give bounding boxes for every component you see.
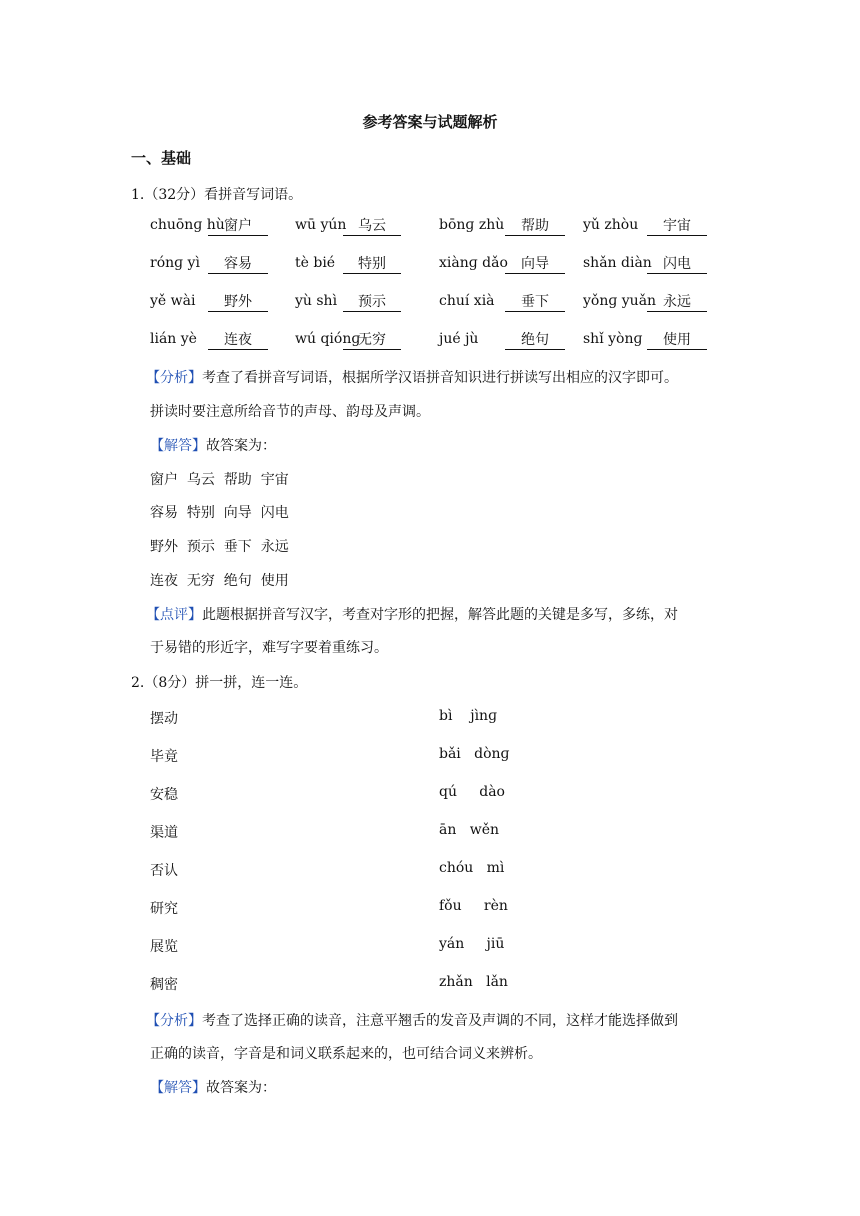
match-word: 稠密 [150, 977, 178, 993]
match-word: 渠道 [150, 825, 178, 841]
pinyin-prompt: yǒnɡ yuǎn [583, 293, 657, 309]
match-pinyin: ān wěn [439, 822, 499, 838]
q2-answer [150, 1077, 276, 1097]
answer-tag: 【解答】 [150, 1080, 206, 1096]
answer-blank: 闪电 [647, 255, 707, 274]
answer-blank: 容易 [208, 255, 268, 274]
comment-tag: 【点评】 [146, 607, 202, 623]
pinyin-prompt: wú qiónɡ [295, 331, 361, 347]
pinyin-prompt: chuí xià [439, 293, 495, 309]
answer-line: 容易 特别 向导 闪电 [150, 505, 289, 521]
q1-comment [146, 604, 746, 624]
match-word: 摆动 [150, 711, 178, 727]
comment-text: 此题根据拼音写汉字，考查对字形的把握，解答此题的关键是多写，多练，对 [202, 607, 678, 623]
q1-answer [150, 435, 276, 455]
answer-blank: 宇宙 [647, 217, 707, 236]
match-pinyin: zhǎn lǎn [439, 974, 508, 990]
match-pinyin: qú dào [439, 784, 505, 800]
match-pinyin: bì jìnɡ [439, 708, 498, 724]
answer-blank: 绝句 [505, 331, 565, 350]
match-word: 研究 [150, 901, 178, 917]
answer-line: 连夜 无穷 绝句 使用 [150, 573, 289, 589]
answer-line: 野外 预示 垂下 永远 [150, 539, 289, 555]
analysis-tag: 【分析】 [146, 370, 202, 386]
answer-blank: 无穷 [343, 331, 401, 350]
section-heading: 一、基础 [131, 149, 192, 167]
match-word: 安稳 [150, 787, 178, 803]
answer-blank: 使用 [647, 331, 707, 350]
answer-blank: 帮助 [505, 217, 565, 236]
answer-blank: 乌云 [343, 217, 401, 236]
q1-comment-cont: 于易错的形近字，难写字要着重练习。 [150, 640, 388, 656]
pinyin-prompt: yù shì [295, 293, 338, 309]
analysis-text: 考查了看拼音写词语，根据所学汉语拼音知识进行拼读写出相应的汉字即可。 [202, 370, 678, 386]
match-pinyin: yán jiū [439, 936, 505, 952]
pinyin-prompt: jué jù [439, 331, 479, 347]
answer-blank: 连夜 [208, 331, 268, 350]
match-pinyin: bǎi dònɡ [439, 746, 510, 762]
answer-blank: 窗户 [208, 217, 268, 236]
pinyin-row [150, 293, 750, 313]
answer-blank: 预示 [343, 293, 401, 312]
answer-tag: 【解答】 [150, 438, 206, 454]
pinyin-prompt: shǐ yònɡ [583, 331, 643, 347]
q1-analysis [146, 367, 746, 387]
answer-blank: 野外 [208, 293, 268, 312]
pinyin-prompt: bōnɡ zhù [439, 217, 505, 233]
pinyin-prompt: lián yè [150, 331, 197, 347]
q2-analysis-cont: 正确的读音，字音是和词义联系起来的，也可结合词义来辨析。 [150, 1046, 542, 1062]
page-title: 参考答案与试题解析 [362, 113, 498, 131]
pinyin-row [150, 217, 750, 237]
answer-blank: 特别 [343, 255, 401, 274]
pinyin-prompt: tè bié [295, 255, 336, 271]
match-pinyin: chóu mì [439, 860, 505, 876]
pinyin-prompt: chuōnɡ hù [150, 217, 225, 233]
pinyin-prompt: shǎn diàn [583, 255, 652, 271]
analysis-tag: 【分析】 [146, 1013, 202, 1029]
match-pinyin: fǒu rèn [439, 898, 508, 914]
q2-analysis [146, 1010, 746, 1030]
match-word: 毕竟 [150, 749, 178, 765]
pinyin-prompt: yě wài [150, 293, 196, 309]
answer-intro: 故答案为： [206, 1080, 276, 1096]
analysis-text: 考查了选择正确的读音，注意平翘舌的发音及声调的不同，这样才能选择做到 [202, 1013, 678, 1029]
answer-blank: 向导 [505, 255, 565, 274]
question-1-header: 1.（32分）看拼音写词语。 [131, 187, 303, 203]
pinyin-prompt: wū yún [295, 217, 347, 233]
answer-intro: 故答案为： [206, 438, 276, 454]
pinyin-prompt: xiànɡ dǎo [439, 255, 508, 271]
q1-analysis-cont: 拼读时要注意所给音节的声母、韵母及声调。 [150, 404, 430, 420]
answer-line: 窗户 乌云 帮助 宇宙 [150, 472, 289, 488]
pinyin-prompt: yǔ zhòu [583, 217, 639, 233]
match-word: 展览 [150, 939, 178, 955]
pinyin-prompt: rónɡ yì [150, 255, 200, 271]
match-word: 否认 [150, 863, 178, 879]
pinyin-row [150, 255, 750, 275]
question-2-header: 2.（8分）拼一拼，连一连。 [131, 675, 308, 691]
pinyin-row [150, 331, 750, 351]
answer-blank: 垂下 [505, 293, 565, 312]
answer-blank: 永远 [647, 293, 707, 312]
